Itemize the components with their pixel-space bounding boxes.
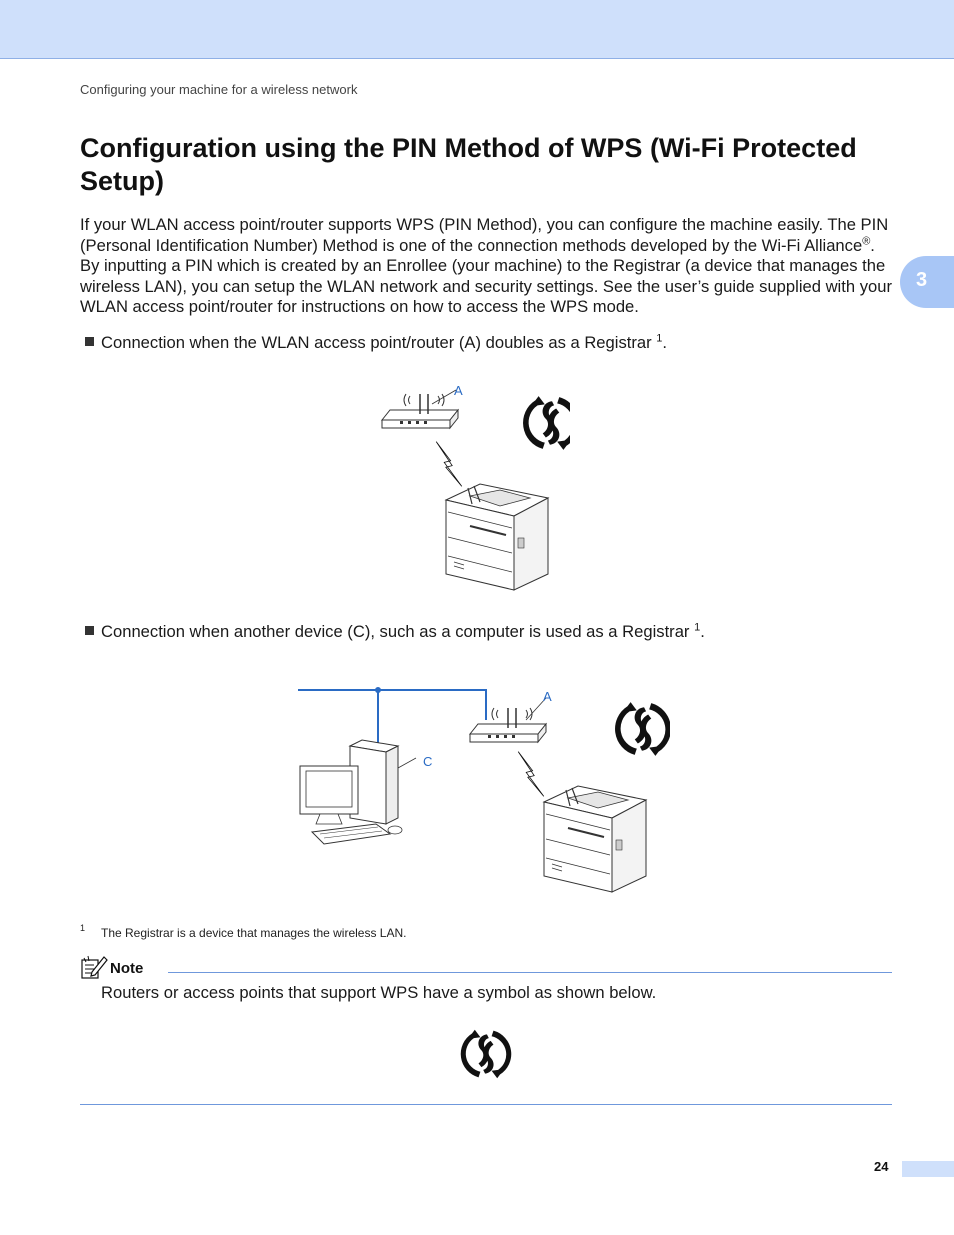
label-a: A	[543, 689, 552, 704]
bullet-end: .	[700, 622, 705, 641]
wireless-bolt-icon	[518, 752, 544, 797]
bullet-square-icon	[85, 626, 94, 635]
label-a: A	[454, 383, 463, 398]
printer-icon	[544, 786, 646, 892]
label-c: C	[423, 754, 433, 769]
chapter-tab[interactable]	[900, 256, 954, 308]
router-icon	[470, 708, 546, 742]
bullet-item	[85, 332, 667, 353]
bullet-end: .	[662, 333, 668, 352]
note-divider	[168, 972, 892, 973]
bullet-text: Connection when the WLAN access point/router (A) doubles as a Registrar	[101, 333, 652, 352]
network-cable	[298, 690, 486, 720]
wps-symbol-icon	[458, 1026, 514, 1082]
intro-text-part2: . By inputting a PIN which is created by an Enrollee (your machine) to the Registrar (a device that manages the wireless LAN), you can setup the WLAN network and security settings. See the user’s guide supplied with your WLAN access point/router for instructions on how to access the WPS mode.	[80, 235, 892, 317]
note-label: Note	[110, 960, 144, 977]
intro-paragraph	[80, 215, 895, 318]
printer-icon	[446, 484, 548, 590]
running-head: Configuring your machine for a wireless network	[80, 82, 358, 97]
bullet-text: Connection when another device (C), such as a computer is used as a Registrar	[101, 622, 690, 641]
figure-computer-registrar	[290, 680, 670, 902]
note-text: Routers or access points that support WPS have a symbol as shown below.	[101, 983, 657, 1002]
footnote-number: 1	[80, 923, 86, 933]
footnote-text: The Registrar is a device that manages the wireless LAN.	[101, 926, 407, 940]
page-number: 24	[874, 1159, 889, 1174]
intro-text-part1: If your WLAN access point/router supports WPS (PIN Method), you can configure the machine easily. The PIN (Personal Identification Number) Method is one of the connection methods developed by the Wi-Fi Alliance	[80, 215, 889, 255]
figure-router-registrar	[370, 378, 570, 600]
note-pencil-icon	[80, 954, 108, 980]
bullet-square-icon	[85, 337, 94, 346]
section-title: Configuration using the PIN Method of WPS (Wi-Fi Protected Setup)	[80, 133, 857, 196]
footnote-ref[interactable]: 1	[694, 621, 701, 634]
bullet-item	[85, 621, 705, 642]
page-number-tab	[902, 1161, 954, 1177]
router-icon	[382, 394, 458, 428]
note-end-divider	[80, 1104, 892, 1105]
footnote-ref[interactable]: 1	[656, 332, 663, 345]
wps-icon	[523, 396, 570, 450]
chapter-number: 3	[916, 269, 928, 291]
computer-icon	[300, 740, 402, 844]
wireless-bolt-icon	[436, 442, 462, 487]
header-band	[0, 0, 954, 59]
registered-mark: ®	[862, 235, 871, 248]
wps-icon	[615, 702, 670, 756]
